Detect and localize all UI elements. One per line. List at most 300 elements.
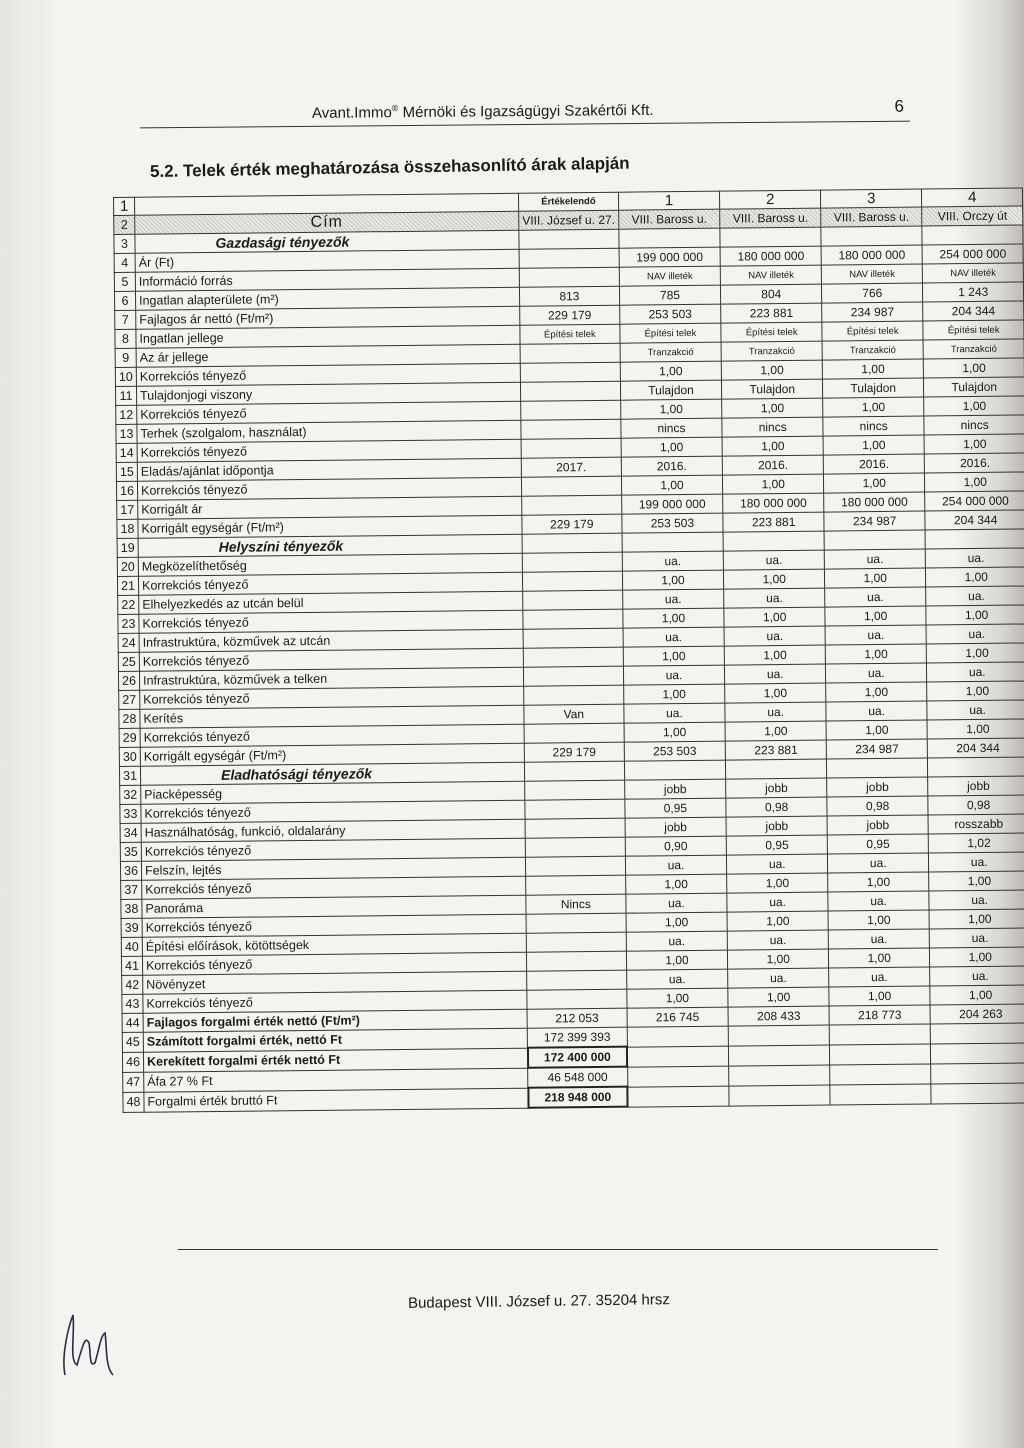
row-number: 22 (118, 595, 139, 614)
comparable-3-value: 1,00 (825, 568, 926, 588)
comparable-4-value: 1,00 (925, 472, 1024, 492)
comparable-3-value: 1,00 (829, 986, 930, 1006)
comparable-3-value: 1,00 (826, 720, 927, 740)
row-number: 8 (115, 329, 136, 348)
subject-value: Van (524, 704, 624, 724)
comparable-3-value (829, 1024, 930, 1045)
row-number: 17 (117, 500, 138, 519)
row-label: Korrekciós tényező (137, 401, 521, 424)
row-number: 23 (118, 614, 139, 633)
comparable-4-value: 1 243 (923, 282, 1024, 302)
comparable-3-value: ua. (828, 929, 929, 949)
footer-rule (178, 1249, 938, 1250)
comparable-1-value (619, 228, 721, 248)
comparable-1-value (622, 532, 724, 552)
comparable-1-value: nincs (621, 418, 723, 438)
row-number: 29 (119, 728, 140, 747)
comparable-4-value: nincs (924, 415, 1024, 435)
comparable-3-value: jobb (827, 777, 928, 797)
subject-value (524, 685, 624, 705)
row-label: Ár (Ft) (135, 249, 519, 272)
row-number: 19 (117, 538, 138, 557)
comparable-2-value: 1,00 (723, 474, 824, 494)
comparable-3-value (830, 1063, 931, 1084)
comparable-1-value: Tulajdon (620, 380, 722, 400)
subject-value: 46 548 000 (528, 1067, 628, 1088)
comparable-4-value: 0,98 (928, 795, 1024, 815)
comparable-4-value: ua. (926, 586, 1024, 606)
group-title: Gazdasági tényezők (135, 230, 519, 253)
comparable-4-value: ua. (929, 852, 1024, 872)
row-number: 30 (119, 747, 140, 766)
row-label: Korrigált ár (138, 496, 522, 519)
row-label: Megközelíthetőség (138, 553, 522, 576)
comparable-4-value: 1,00 (927, 719, 1024, 739)
comparable-1-value: 1,00 (623, 608, 725, 628)
comparable-3-value: 234 987 (824, 511, 925, 531)
row-number: 13 (116, 424, 137, 443)
subject-value (519, 229, 619, 249)
subject-value: 229 179 (520, 305, 620, 325)
subject-value (522, 495, 622, 515)
row-number: 33 (120, 804, 141, 823)
comparable-4-value: ua. (927, 662, 1024, 682)
row-number: 41 (121, 956, 142, 975)
subject-value: 229 179 (522, 514, 622, 534)
row-number: 34 (120, 823, 141, 842)
row-number: 36 (120, 861, 141, 880)
row-label: Az ár jellege (136, 344, 520, 367)
comparable-2-value: 1,00 (725, 683, 826, 703)
subject-value (522, 571, 622, 591)
comparable-1-value: ua. (622, 551, 724, 571)
subject-value: 229 179 (524, 742, 624, 762)
comparable-1-value: ua. (622, 589, 724, 609)
comparable-4-value: 204 344 (925, 510, 1024, 530)
subject-column-header: Értékelendő (518, 192, 618, 211)
comparable-3-value: ua. (829, 967, 930, 987)
row-number: 16 (116, 481, 137, 500)
valuation-table-wrapper (113, 187, 1024, 1112)
comparable-1-value: 0,90 (625, 836, 727, 856)
comparable-2-value: 0,98 (726, 797, 827, 817)
comparable-2-value (720, 227, 821, 247)
comparable-4-value: Tranzakció (923, 339, 1024, 359)
comparable-2-header: 2 (720, 190, 821, 209)
comparable-4-value: 204 263 (930, 1004, 1024, 1024)
row-number: 14 (116, 443, 137, 462)
comparable-3-value: Építési telek (822, 321, 923, 341)
comparable-3-value: NAV illeték (821, 264, 922, 284)
comparable-2-value: 180 000 000 (720, 246, 821, 266)
comparable-2-value: Tulajdon (722, 379, 823, 399)
valuation-table (113, 187, 1024, 1112)
row-number: 21 (117, 576, 138, 595)
comparable-1-value: 2016. (621, 456, 723, 476)
comparable-3-value: 180 000 000 (824, 492, 925, 512)
comparable-2-value: 180 000 000 (723, 493, 824, 513)
row-label: Építési előírások, kötöttségek (142, 933, 526, 956)
row-number: 40 (121, 937, 142, 956)
comparable-3-value: ua. (825, 625, 926, 645)
comparable-4-value: 254 000 000 (922, 244, 1023, 264)
comparable-4-value: Tulajdon (924, 377, 1024, 397)
row-number: 27 (119, 690, 140, 709)
comparable-2-value (729, 1085, 830, 1106)
comparable-4-value: 1,00 (929, 909, 1024, 929)
comparable-4-value (930, 1023, 1024, 1044)
comparable-4-value: Építési telek (923, 320, 1024, 340)
comparable-1-value: jobb (625, 817, 727, 837)
row-label: Kerítés (140, 705, 524, 728)
comparable-4-value: 1,00 (926, 643, 1024, 663)
subject-value (521, 419, 621, 439)
row-number: 20 (117, 557, 138, 576)
comparable-2-value: Építési telek (721, 322, 822, 342)
firm-name: Avant.Immo® Mérnöki és Igazságügyi Szakértői Kft. (311, 101, 654, 122)
row-number: 3 (114, 234, 135, 253)
handwritten-signature (55, 1305, 125, 1385)
row-label: Infrastruktúra, közművek az utcán (139, 629, 523, 652)
comparable-1-value: 1,00 (622, 570, 724, 590)
comparable-2-value: ua. (725, 664, 826, 684)
comparable-3-value: 1,00 (823, 435, 924, 455)
comparable-3-header: 3 (821, 189, 922, 208)
comparable-1-value: 216 745 (627, 1007, 729, 1027)
comparable-3-value: 234 987 (826, 739, 927, 759)
comparable-4-value (931, 1042, 1024, 1063)
row-number: 25 (118, 652, 139, 671)
subject-value (520, 343, 620, 363)
row-number: 46 (122, 1052, 143, 1072)
comparable-2-value: 1,00 (722, 398, 823, 418)
comparable-1-value: ua. (623, 627, 725, 647)
comparable-4-value (931, 1062, 1024, 1083)
comparable-4-value (931, 1082, 1024, 1103)
comparable-3-value (827, 758, 928, 778)
comparable-2-value: ua. (728, 968, 829, 988)
comparable-4-value: 1,00 (930, 947, 1024, 967)
row-number: 12 (116, 405, 137, 424)
comparable-4-value: ua. (925, 548, 1024, 568)
subject-value (520, 381, 620, 401)
comparable-3-value (821, 226, 922, 246)
row-number: 1 (114, 197, 135, 215)
comparable-1-value: jobb (624, 779, 726, 799)
row-label: Korrekciós tényező (140, 724, 524, 747)
footer-address: Budapest VIII. József u. 27. 35204 hrsz (407, 1291, 670, 1312)
comparable-1-header: 1 (618, 191, 720, 210)
comparable-1-value: 0,95 (625, 798, 727, 818)
subject-value (526, 932, 626, 952)
comparable-3-value (830, 1083, 931, 1104)
comparable-1-value (627, 1066, 729, 1087)
comparable-1-value: ua. (626, 893, 728, 913)
row-label: Korrekciós tényező (139, 610, 523, 633)
comparable-4-value (928, 757, 1024, 777)
comparable-1-value: 1,00 (621, 475, 723, 495)
page-header (140, 97, 910, 129)
comparable-1-value: 1,00 (625, 874, 727, 894)
comparable-4-value: rosszabb (928, 814, 1024, 834)
row-number: 37 (121, 880, 142, 899)
comparable-4-value: 254 000 000 (925, 491, 1024, 511)
section-title: 5.2. Telek érték meghatározása összehasonlító árak alapján (149, 153, 630, 181)
row-label: Terhek (szolgalom, használat) (137, 420, 521, 443)
comparable-2-value: 223 881 (725, 740, 826, 760)
comparable-2-value: 1,00 (727, 911, 828, 931)
subject-value (527, 989, 627, 1009)
row-label: Kerekített forgalmi érték nettó Ft (143, 1048, 527, 1072)
comparable-4-value: ua. (929, 928, 1024, 948)
comparable-4-value: ua. (927, 700, 1024, 720)
row-label: Korrekciós tényező (140, 686, 524, 709)
row-number: 6 (114, 291, 135, 310)
row-label: Korrekciós tényező (142, 876, 526, 899)
comparable-3-value: jobb (827, 815, 928, 835)
comparable-2-value: ua. (724, 626, 825, 646)
row-label: Felszín, lejtés (141, 857, 525, 880)
comparable-4-value: 1,00 (926, 567, 1024, 587)
row-number: 35 (120, 842, 141, 861)
comparable-3-value: 1,00 (825, 606, 926, 626)
comparable-2-value: 1,00 (722, 436, 823, 456)
comparable-1-value: ua. (625, 855, 727, 875)
comparable-2-value: 1,00 (727, 873, 828, 893)
comparable-3-value: Tranzakció (822, 340, 923, 360)
row-label: Korrigált egységár (Ft/m²) (138, 515, 522, 538)
comparable-2-value: ua. (723, 550, 824, 570)
comparable-2-value: NAV illeték (720, 265, 821, 285)
comparable-1-value: 1,00 (626, 950, 728, 970)
comparable-1-value: 199 000 000 (619, 247, 721, 267)
subject-value (521, 438, 621, 458)
row-number: 38 (121, 899, 142, 918)
subject-value (526, 875, 626, 895)
row-number: 44 (122, 1013, 143, 1032)
comparable-3-value (830, 1043, 931, 1064)
comparable-1-value: ua. (626, 931, 728, 951)
comparable-4-value: 204 344 (923, 301, 1024, 321)
row-number: 39 (121, 918, 142, 937)
row-label: Áfa 27 % Ft (144, 1068, 528, 1092)
comparable-2-value: 1,00 (721, 360, 822, 380)
subject-value (526, 951, 626, 971)
subject-value: 172 400 000 (527, 1047, 627, 1068)
comparable-3-value: 766 (822, 283, 923, 303)
row-label: Korrekciós tényező (142, 952, 526, 975)
comparable-2-value: 208 433 (728, 1006, 829, 1026)
row-number: 7 (115, 310, 136, 329)
row-number: 47 (123, 1072, 144, 1092)
group-title: Eladhatósági tényezők (140, 762, 524, 785)
comparable-1-value (627, 1026, 729, 1047)
subject-value (525, 780, 625, 800)
row-label: Ingatlan alapterülete (m²) (135, 287, 519, 310)
subject-value (520, 362, 620, 382)
subject-value (519, 267, 619, 287)
comparable-2-value: 0,95 (726, 835, 827, 855)
row-label: Panoráma (142, 895, 526, 918)
subject-value (523, 590, 623, 610)
comparable-1-value: 253 503 (622, 513, 724, 533)
comparable-3-value: 1,00 (828, 872, 929, 892)
subject-value: 218 948 000 (528, 1087, 628, 1108)
comparable-2-value: 804 (721, 284, 822, 304)
row-label: Korrekciós tényező (139, 648, 523, 671)
subject-value (523, 609, 623, 629)
comparable-3-value: nincs (823, 416, 924, 436)
comparable-1-value: ua. (626, 969, 728, 989)
comparable-1-value: ua. (623, 665, 725, 685)
comparable-3-value: ua. (825, 587, 926, 607)
comparable-3-value: 1,00 (823, 397, 924, 417)
subject-value (525, 818, 625, 838)
row-number: 31 (119, 766, 140, 785)
comparable-1-value: 1,00 (627, 988, 729, 1008)
subject-value: 212 053 (527, 1008, 627, 1028)
comparable-1-value: 253 503 (624, 741, 726, 761)
comparable-3-value: ua. (828, 891, 929, 911)
comparable-2-value (728, 1025, 829, 1046)
row-number: 18 (117, 519, 138, 538)
comparable-4-value: 1,02 (928, 833, 1024, 853)
comparable-1-value (627, 1046, 729, 1067)
row-label: Információ forrás (135, 268, 519, 291)
subject-value: 813 (519, 286, 619, 306)
row-label: Fajlagos forgalmi érték nettó (Ft/m²) (143, 1009, 527, 1032)
row-number: 15 (116, 462, 137, 481)
row-label: Használhatóság, funkció, oldalarány (141, 819, 525, 842)
comparable-3-value: 1,00 (828, 910, 929, 930)
address-header-label: Cím (135, 211, 519, 234)
row-number: 28 (119, 709, 140, 728)
row-label: Infrastruktúra, közművek a telken (139, 667, 523, 690)
comparable-4-value: 1,00 (924, 434, 1024, 454)
comparable-3-value: 0,98 (827, 796, 928, 816)
comparable-2-value: 223 881 (721, 303, 822, 323)
comparable-2-value: 1,00 (728, 987, 829, 1007)
comparable-4-value: ua. (926, 624, 1024, 644)
comparable-2-value: ua. (727, 892, 828, 912)
comparable-4-value: 1,00 (924, 396, 1024, 416)
comparable-4-value: 1,00 (930, 985, 1024, 1005)
comparable-2-value: Tranzakció (721, 341, 822, 361)
row-label: Tulajdonjogi viszony (136, 382, 520, 405)
row-number: 26 (118, 671, 139, 690)
comparable-4-value: ua. (930, 966, 1024, 986)
comparable-2-value: ua. (724, 588, 825, 608)
comparable-3-value: 1,00 (822, 359, 923, 379)
comparable-1-value: 1,00 (621, 437, 723, 457)
comparable-3-value: Tulajdon (823, 378, 924, 398)
comparable-2-value: ua. (727, 854, 828, 874)
comparable-3-address: VIII. Baross u. (821, 207, 922, 227)
subject-value (526, 913, 626, 933)
comparable-1-value: 1,00 (620, 361, 722, 381)
row-label: Korrekciós tényező (143, 990, 527, 1013)
comparable-4-value: 204 344 (927, 738, 1024, 758)
comparable-3-value (824, 530, 925, 550)
row-label: Fajlagos ár nettó (Ft/m²) (136, 306, 520, 329)
comparable-4-address: VIII. Orczy út (922, 206, 1023, 226)
comparable-1-value: 199 000 000 (621, 494, 723, 514)
comparable-4-value: 2016. (924, 453, 1024, 473)
subject-value (524, 723, 624, 743)
page-shadow-left (0, 0, 60, 1448)
row-number: 4 (114, 253, 135, 272)
subject-value (525, 799, 625, 819)
row-label: Ingatlan jellege (136, 325, 520, 348)
subject-value (521, 400, 621, 420)
comparable-1-value: 1,00 (626, 912, 728, 932)
row-label: Növényzet (143, 971, 527, 994)
comparable-3-value: 0,95 (827, 834, 928, 854)
row-number: 9 (115, 348, 136, 367)
comparable-3-value: 218 773 (829, 1005, 930, 1025)
subject-value (522, 533, 622, 553)
comparable-4-value: jobb (928, 776, 1024, 796)
comparable-1-value (624, 760, 726, 780)
subject-value (519, 248, 619, 268)
subject-value (522, 552, 622, 572)
comparable-4-value: 1,00 (923, 358, 1024, 378)
row-label: Korrekciós tényező (137, 477, 521, 500)
row-label: Piacképesség (141, 781, 525, 804)
comparable-3-value: 234 987 (822, 302, 923, 322)
comparable-3-value: 2016. (823, 454, 924, 474)
comparable-1-value: ua. (624, 703, 726, 723)
comparable-4-header: 4 (922, 188, 1023, 207)
subject-value (524, 761, 624, 781)
comparable-2-value (729, 1045, 830, 1066)
comparable-1-value: 1,00 (623, 646, 725, 666)
comparable-1-address: VIII. Baross u. (618, 209, 720, 229)
row-label: Korrekciós tényező (138, 572, 522, 595)
comparable-3-value: ua. (824, 549, 925, 569)
row-number: 32 (120, 785, 141, 804)
comparable-3-value: ua. (826, 663, 927, 683)
comparable-3-value: ua. (826, 701, 927, 721)
subject-value (523, 628, 623, 648)
subject-value (525, 837, 625, 857)
subject-value (527, 970, 627, 990)
comparable-4-value (925, 529, 1024, 549)
subject-address: VIII. József u. 27. (519, 210, 619, 230)
comparable-2-value (726, 759, 827, 779)
row-label: Korrekciós tényező (137, 439, 521, 462)
comparable-3-value: 1,00 (825, 644, 926, 664)
row-number: 10 (115, 367, 136, 386)
group-title: Helyszíni tényezők (138, 534, 522, 557)
subject-value (525, 856, 625, 876)
comparable-2-address: VIII. Baross u. (720, 208, 821, 228)
comparable-4-value: ua. (929, 890, 1024, 910)
comparable-3-value: ua. (828, 853, 929, 873)
comparable-4-value: NAV illeték (922, 263, 1023, 283)
comparable-2-value: 223 881 (723, 512, 824, 532)
comparable-2-value: nincs (722, 417, 823, 437)
comparable-1-value: 253 503 (619, 304, 721, 324)
page-number: 6 (894, 96, 905, 116)
subject-value (523, 666, 623, 686)
comparable-1-value: 785 (619, 285, 721, 305)
subject-value (523, 647, 623, 667)
comparable-2-value: 1,00 (728, 949, 829, 969)
subject-value: Nincs (526, 894, 626, 914)
subject-value (521, 476, 621, 496)
row-label: Korrekciós tényező (136, 363, 520, 386)
